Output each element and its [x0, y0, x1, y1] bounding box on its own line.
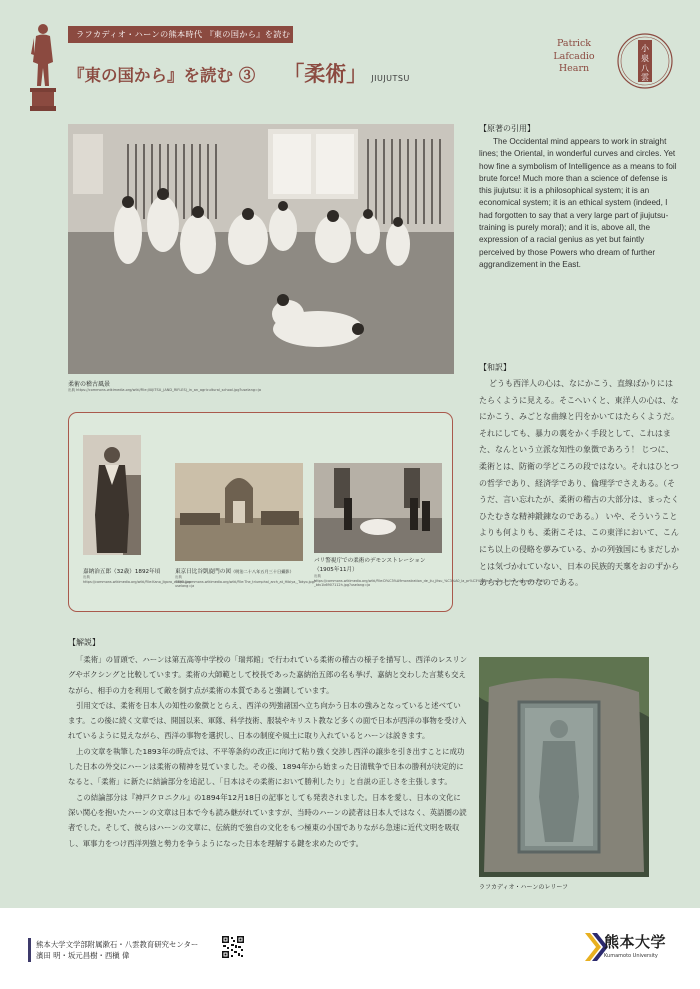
page-title	[68, 58, 488, 88]
kano-photo-source: 出典 https://commons.wikimedia.org/wiki/File:Kano_Jigoro_c1892.jpg	[83, 575, 191, 584]
main-photo-source: 出典 https://commons.wikimedia.org/wiki/File:JIUJITSU_(AND_RIFLES)_in_an_agricultural_school.jpg?uselang=ja	[68, 388, 262, 392]
translation-heading: 【和訳】	[479, 363, 511, 372]
paris-photo-source: 出典 https://commons.wikimedia.org/wiki/File:D%C3%A9monstration_de_jiu_jitsu_%C3%A0_la_pr%C3%A9fecture_de_police,_novembre_1905_-_btv1b6907112h.jpg?uselang=ja	[314, 574, 548, 587]
historical-photos-panel	[68, 412, 548, 612]
hibiya-caption-main: 東京日比谷凱旋門の図	[175, 569, 231, 575]
translation-text: どうも西洋人の心は、なにかこう、直線ばかりにはたらくように見える。そこへいくと、東洋人の心は、なにかこう、みごとな曲線と円をかいてはたらくようだ。それにしても、暴力の裏をかく手段として、これはまた、なんという立派な知性の象徴であろう！ じつに、柔術とは、防衛の学どころの段ではない。それはひとつの哲学であり、経済学であり、倫理学でさえある。（そうだ、言い忘れたが、柔術の稽古の大部分は、まったくひたむきな精神鍛錬なのである。） いや、そういうことよりも何よりも、柔術こそは、この東洋において、こんにち以上の侵略を夢みている、かの列強国にもまだしかとは気づかれていない、日本の民族的天稟をおのずからあらわしたものなのである。	[479, 379, 679, 588]
koizumi-yakumo-seal	[616, 18, 674, 104]
hearn-brand-name	[538, 38, 610, 76]
kano-photo-caption: 嘉納治五郎（32歳）1892年頃	[83, 569, 161, 575]
hibiya-arch-photo	[175, 463, 303, 561]
university-name-english: Kumamoto University	[604, 953, 658, 959]
brand-line: Patrick	[556, 38, 592, 49]
paris-police-photo	[314, 463, 442, 553]
hibiya-photo-source: 出典 https://commons.wikimedia.org/wiki/File:The_triumphal_arch_at_Hibiya,_Tokyo.jpg?uselang=ja	[175, 575, 316, 588]
commentary-heading: 【解説】	[68, 638, 100, 647]
svg-text:八: 八	[641, 64, 649, 73]
commentary-text	[68, 652, 468, 851]
hibiya-photo-caption	[175, 567, 294, 575]
brand-line: Hearn	[558, 63, 590, 74]
hibiya-caption-date: （明治二十八年五月三十日撮影）	[230, 569, 294, 574]
paris-photo-caption-date: （1905年11月）	[314, 567, 358, 573]
series-title-bar: ラフカディオ・ハーンの熊本時代 『東の国から』を読む	[68, 26, 293, 43]
jiujutsu-practice-photo	[68, 124, 454, 374]
svg-text:泉: 泉	[641, 54, 649, 63]
qr-code-icon[interactable]	[221, 935, 245, 959]
commentary-paragraph: 上の文章を執筆した1893年の時点では、不平等条約の改正に向けて粘り強く交渉し西洋の譲歩を引き出すことに成功した日本の外交にハーンは柔術の精神を見ていました。その後、1894年から始まった日清戦争で日本の勝利が決定的になると、「柔術」に新たに結論部分を追記し、「日本はその柔術において勝利したり」と自説の正しさを主張します。	[68, 746, 465, 787]
footer-organization	[36, 939, 198, 961]
footer-center-name: 熊本大学文学部附属漱石・八雲教育研究センター	[36, 940, 199, 949]
university-name: 熊本大学	[604, 933, 667, 951]
svg-text:小: 小	[641, 44, 649, 53]
hearn-relief-photo	[479, 657, 649, 877]
brand-line: Lafcadio	[553, 50, 595, 62]
title-reading-number: 『東の国から』を読む ③	[68, 66, 256, 85]
hearn-statue-illustration	[26, 20, 60, 112]
commentary-paragraph: 引用文では、柔術を日本人の知性の象徴ととらえ、西洋の列強諸国へ立ち向かう日本の強みとなっていると述べています。この後に続く文章では、開国以来、軍隊、科学技術、服装やキリスト教など多くの面で日本が西洋の事物を受け入れているように見えながら、西洋の事物を選択し、日本の制度や風土に取り入れているとハーンは説きます。	[68, 700, 467, 741]
kano-jigoro-photo	[83, 435, 141, 555]
title-topic: 「柔術」	[283, 61, 368, 86]
quote-heading: 【原著の引用】	[479, 124, 535, 133]
svg-text:雲: 雲	[641, 73, 649, 82]
original-quote-text: The Occidental mind appears to work in straight lines; the Oriental, in wonderful curves and circles. Yet how fine a symbolism of Intelligence as a means to foil brute force! Much more than a science of defense is this jiujutsu: it is a philosophical system; it is an economical system; it is an ethical system (indeed, I had forgotten to say that a very large part of jiujutsu-training is purely moral); and it is, above all, the expression of a racial genius as yet but faintly perceived by those Powers who dream of further aggrandizement in the East.	[479, 137, 677, 269]
commentary-paragraph: 「柔術」の冒頭で、ハーンは第五高等中学校の「瑞邦館」で行われている柔術の稽古の様子を描写し、西洋のレスリングやボクシングと比較しています。柔術の大師範として校長であった嘉納治五郎の名も挙げ、嘉納と交わした言葉も交えながら、相手の力を利用して敵を倒す点が柔術の本質であると強調しています。	[68, 655, 468, 695]
relief-caption: ラフカディオ・ハーンのレリーフ	[479, 884, 569, 891]
commentary-paragraph: この結論部分は『神戸クロニクル』の1894年12月18日の記事としても発表されました。日本を愛し、日本の文化に深い関心を抱いたハーンの文章は日本で今も読み継がれていますが、当時のハーンの読者は日本人ではなく、英語圏の読者でした。そして、彼らはハーンの文章に、伝統的で独自の文化をもつ極東の小国でありながら急速に近代文明を吸収し、軍事力をつけ西洋列強と勢力を争うようになった日本を理解する鍵を求めたのです。	[68, 792, 467, 848]
footer-accent-rule	[28, 938, 31, 962]
main-photo-caption: 柔術の稽古風景	[68, 381, 111, 388]
paris-photo-caption: パリ警視庁での柔術のデモンストレーション	[314, 558, 426, 564]
footer-authors: 濱田 明・坂元昌樹・西槇 偉	[36, 951, 130, 960]
title-latin: JIUJUTSU	[371, 74, 410, 83]
